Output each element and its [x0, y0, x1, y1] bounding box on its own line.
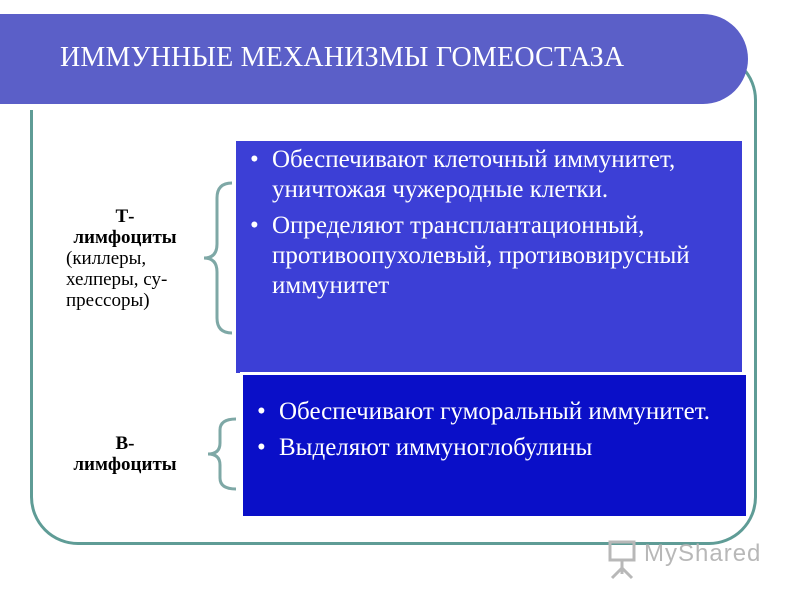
b-cells-label	[66, 433, 194, 475]
t-cells-point: • Определяют трансплантационный, противоопухолевый, противовирусный иммунитет	[246, 211, 732, 301]
presentation-icon	[606, 538, 642, 582]
t-cells-box	[236, 141, 742, 373]
t-cells-label-bold: Т-лимфоциты	[73, 206, 177, 248]
t-cells-point: • Обеспечивают клеточный иммунитет, уничтожая чужеродные клетки.	[246, 145, 732, 205]
b-cells-box	[240, 372, 746, 516]
b-cells-point: • Обеспечивают гуморальный иммунитет.	[253, 397, 736, 427]
b-cells-list	[253, 397, 736, 463]
t-cells-label-subtypes: (киллеры, хелперы, су-прессоры)	[66, 248, 168, 311]
t-cells-label	[66, 206, 198, 311]
title-underline	[0, 104, 706, 110]
slide-title: ИММУННЫЕ МЕХАНИЗМЫ ГОМЕОСТАЗА	[60, 42, 625, 73]
b-cells-point: • Выделяют иммуноглобулины	[253, 433, 736, 463]
b-cells-label-bold: В-лимфоциты	[73, 433, 177, 475]
t-cells-list	[246, 145, 732, 301]
t-cells-brace	[200, 180, 240, 336]
watermark-text: MyShared	[644, 540, 762, 567]
b-cells-brace	[204, 416, 242, 492]
